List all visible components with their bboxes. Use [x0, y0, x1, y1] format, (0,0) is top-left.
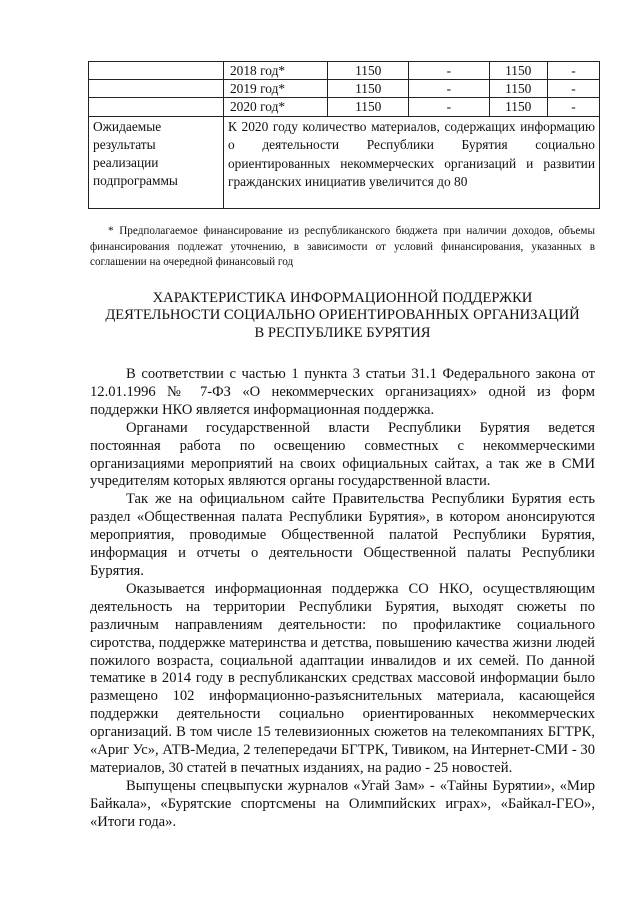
- year-cell: 2018 год*: [223, 62, 327, 80]
- paragraph: В соответствии с частью 1 пункта 3 статьи 31.1 Федерального закона от 12.01.1996 № 7-ФЗ «О некоммерческих организациях» одной из форм поддержки НКО является информационная поддержка.: [90, 366, 595, 418]
- footnote: [90, 224, 595, 271]
- expected-results-label: Ожидаемые результаты реализации подпрограммы: [89, 116, 224, 208]
- year-cell: 2019 год*: [223, 80, 327, 98]
- value-cell: 1150: [489, 98, 547, 116]
- value-cell: -: [547, 80, 599, 98]
- value-cell: 1150: [328, 98, 409, 116]
- table-row-results: [89, 116, 600, 208]
- empty-label-cell: [89, 98, 224, 116]
- empty-label-cell: [89, 62, 224, 80]
- value-cell: 1150: [328, 62, 409, 80]
- value-cell: 1150: [489, 62, 547, 80]
- paragraph: Оказывается информационная поддержка СО НКО, осуществляющим деятельность на территории Республики Бурятия, выходят сюжеты по различным направлениям деятельности: по профилактике социального сиротства, поддержке материнства и детства, повышению качества жизни людей пожилого возраста, социальной адаптации инвалидов и их семей. По данной тематике в 2014 году в республиканских средствах массовой информации было размещено 102 информационно-разъяснительных материала, касающейся поддержки деятельности социально ориентированных некоммерческих организаций. В том числе 15 телевизионных сюжетов на телекомпаниях БГТРК, «Ариг Ус», АТВ-Медиа, 2 телепередачи БГТРК, Тивиком, на Интернет-СМИ - 30 материалов, 30 статей в печатных изданиях, на радио - 25 новостей.: [90, 580, 595, 776]
- paragraph: Так же на официальном сайте Правительства Республики Бурятия есть раздел «Общественная палата Республики Бурятия», в котором анонсируются мероприятия, проводимые Общественной палатой Республики Бурятия, информация и отчеты о деятельности Общественной палаты Республики Бурятия.: [90, 491, 595, 579]
- value-cell: -: [409, 98, 489, 116]
- financing-table: [88, 61, 600, 209]
- value-cell: 1150: [328, 80, 409, 98]
- table-row: [89, 98, 600, 116]
- footnote-text: * Предполагаемое финансирование из республиканского бюджета при наличии доходов, объемы финансирования подлежат уточнению, в зависимости от условий финансирования, указанных в соглашении на очередной финансовый год: [90, 225, 595, 268]
- value-cell: -: [547, 62, 599, 80]
- value-cell: -: [409, 62, 489, 80]
- heading-line: ДЕЯТЕЛЬНОСТИ СОЦИАЛЬНО ОРИЕНТИРОВАННЫХ ОРГАНИЗАЦИЙ: [105, 307, 580, 324]
- section-heading: [90, 290, 595, 342]
- paragraph: Выпущены спецвыпуски журналов «Угай Зам» - «Тайны Бурятии», «Мир Байкала», «Бурятские спортсмены на Олимпийских играх», «Байкал-ГЕО», «Итоги года».: [90, 777, 595, 830]
- expected-results-text: К 2020 году количество материалов, содержащих информацию о деятельности Республики Бурятия социально ориентированных некоммерческих организаций и развитии гражданских инициатив увеличится до 80: [223, 116, 599, 208]
- body-text: [90, 366, 595, 832]
- value-cell: -: [409, 80, 489, 98]
- value-cell: 1150: [489, 80, 547, 98]
- year-cell: 2020 год*: [223, 98, 327, 116]
- value-cell: -: [547, 98, 599, 116]
- empty-label-cell: [89, 80, 224, 98]
- heading-line: ХАРАКТЕРИСТИКА ИНФОРМАЦИОННОЙ ПОДДЕРЖКИ: [152, 290, 533, 306]
- paragraph: Органами государственной власти Республики Бурятия ведется постоянная работа по освещению совместных с некоммерческими организациями мероприятий на своих официальных сайтах, а так же в СМИ учредителям которых являются органы государственной власти.: [90, 419, 595, 490]
- heading-line: В РЕСПУБЛИКЕ БУРЯТИЯ: [254, 324, 431, 341]
- table-row: [89, 80, 600, 98]
- table-row: [89, 62, 600, 80]
